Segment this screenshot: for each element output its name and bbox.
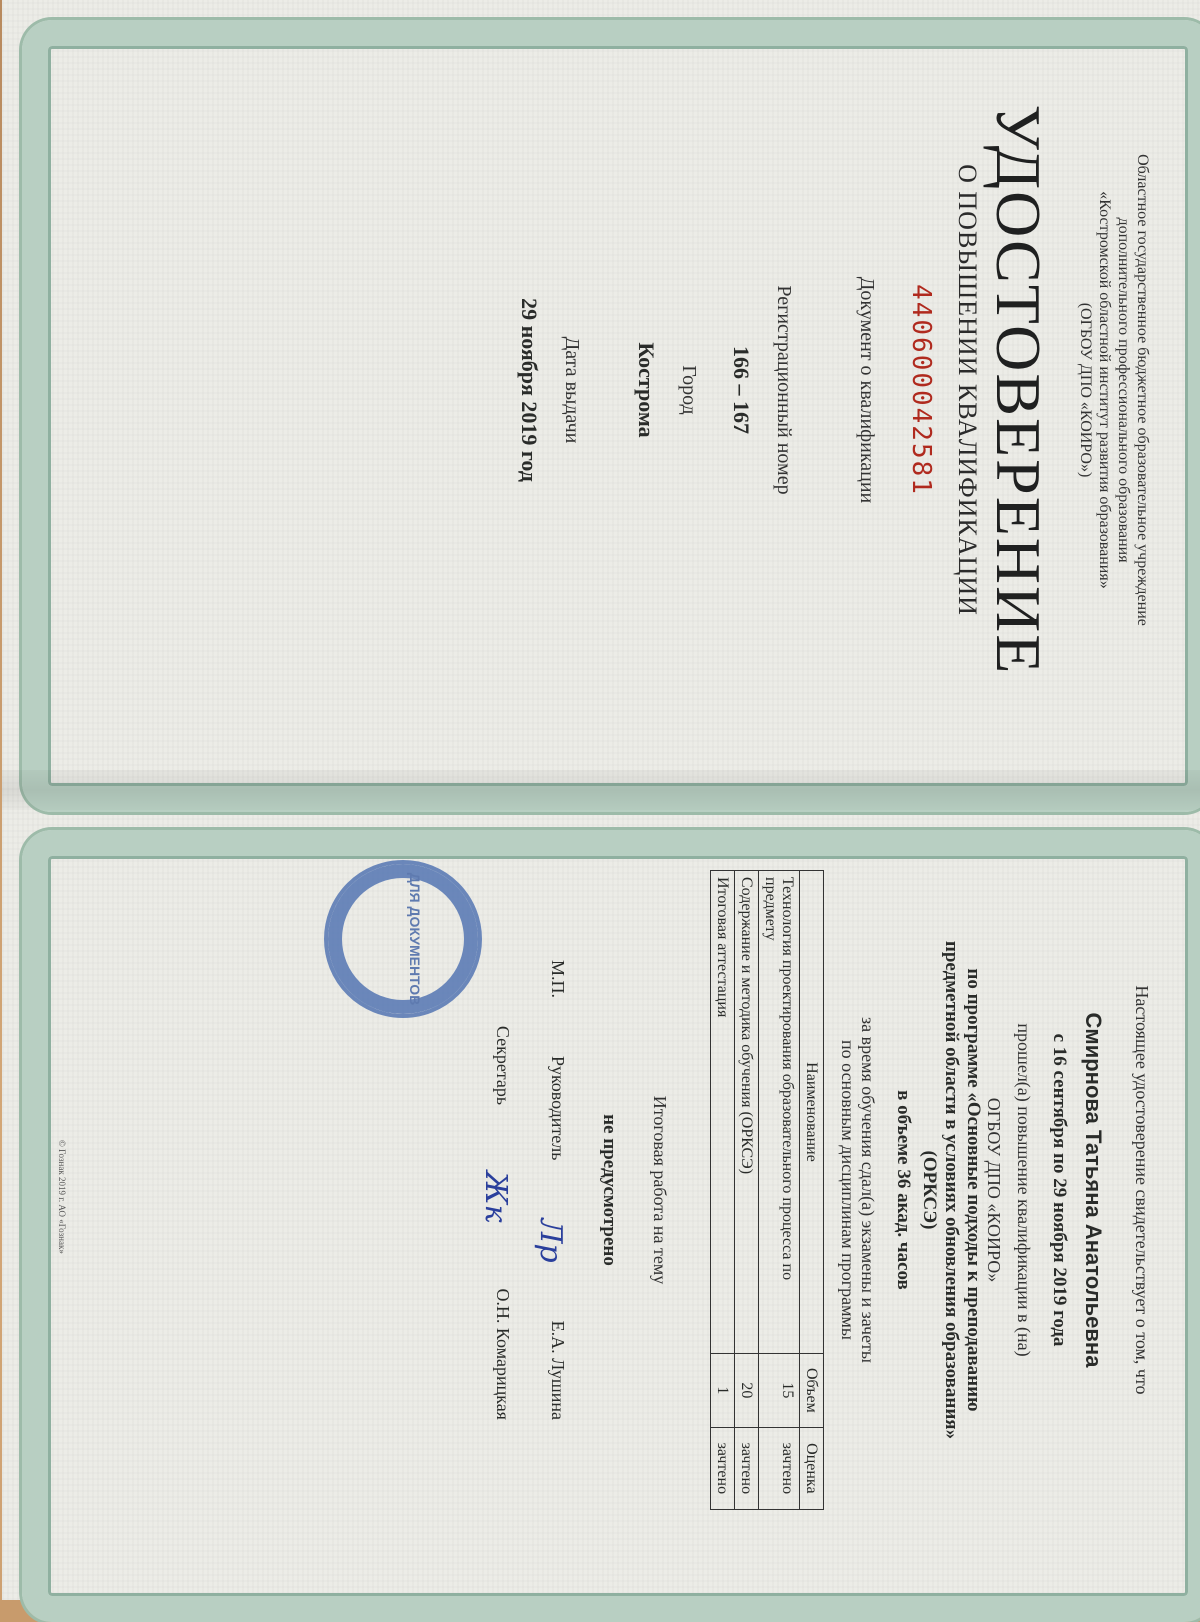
table-cell: Итоговая аттестация (711, 871, 735, 1354)
program-line: (ОРКСЭ) (919, 1150, 940, 1230)
secretary-label: Секретарь (493, 1025, 513, 1106)
table-row (735, 871, 759, 1510)
document-type: Документ о квалификации (856, 276, 878, 504)
table-cell: Содержание и методика обучения (ОРКСЭ) (735, 871, 759, 1354)
secretary-name: О.Н. Комарицкая (493, 1288, 513, 1420)
content-page (42, 810, 1152, 1570)
document-title: УДОСТОВЕРЕНИЕ (983, 104, 1054, 676)
program-line: по программе «Основные подходы к преподаванию (963, 968, 984, 1412)
reg-number-label: Регистрационный номер (773, 285, 795, 495)
study-period: с 16 сентября по 29 ноября 2019 года (1049, 1033, 1070, 1347)
head-name: Е.А. Лушина (548, 1320, 568, 1420)
intro-text: Настоящее удостоверение свидетельствует о том, что (1132, 985, 1152, 1395)
study-volume: в объеме 36 акад. часов (893, 1090, 914, 1290)
issuing-organization (1076, 110, 1152, 670)
page-fold (2, 770, 1200, 810)
city-label: Город (678, 365, 700, 415)
table-header-row (800, 871, 824, 1510)
head-signature-row (533, 960, 568, 1420)
exams-line: по основным дисциплинам программы (838, 1039, 858, 1340)
head-signature: Лр (533, 1218, 568, 1263)
table-cell: 20 (735, 1354, 759, 1428)
reg-number-value: 166 – 167 (729, 346, 754, 434)
org-line: (ОГБОУ ДПО «КОИРО») (1077, 302, 1094, 478)
org-short: ОГБОУ ДПО «КОИРО» (984, 1097, 1004, 1283)
serial-number: 440600042581 (906, 284, 936, 496)
org-line: «Костромской областной институт развития образования» (1096, 191, 1113, 589)
grades-table (710, 870, 824, 1510)
passed-text: прошел(а) повышение квалификации в (на) (1014, 1023, 1034, 1357)
secretary-signature-row (478, 960, 513, 1420)
issue-date-value: 29 ноября 2019 год (517, 298, 542, 482)
issue-date-label: Дата выдачи (561, 336, 583, 444)
final-work-value: не предусмотрено (599, 1114, 620, 1266)
table-row (711, 871, 735, 1510)
mp-label: М.П. (548, 960, 568, 999)
column-header: Оценка (800, 1427, 824, 1509)
table-row (759, 871, 800, 1510)
city-value: Кострома (634, 342, 659, 438)
column-header: Объем (800, 1354, 824, 1428)
program-title (918, 810, 984, 1570)
exams-text (838, 810, 878, 1570)
stamp-text: ДЛЯ ДОКУМЕНТОВ (407, 872, 423, 1006)
title-page (52, 30, 1152, 750)
person-name: Смирнова Татьяна Анатольевна (1081, 1012, 1106, 1368)
org-line: дополнительного профессионального образования (1115, 217, 1132, 563)
table-cell: зачтено (735, 1427, 759, 1509)
certificate-document (2, 0, 1200, 1600)
table-cell: зачтено (759, 1427, 800, 1509)
print-imprint: © Гознак 2019 г. АО «Гознак» (57, 1140, 67, 1254)
table-cell: 15 (759, 1354, 800, 1428)
column-header: Наименование (800, 871, 824, 1354)
table-cell: Технология проектирования образовательного процесса по предмету (759, 871, 800, 1354)
exams-line: за время обучения сдал(а) экзамены и зачеты (858, 1016, 878, 1364)
table-cell: 1 (711, 1354, 735, 1428)
organization-stamp (324, 860, 482, 1018)
secretary-signature: Жк (478, 1170, 513, 1223)
org-line: Областное государственное бюджетное образовательное учреждение (1134, 154, 1151, 626)
program-line: предметной области в условиях обновления образования» (941, 940, 962, 1440)
table-cell: зачтено (711, 1427, 735, 1509)
head-label: Руководитель (548, 1055, 568, 1161)
final-work-label: Итоговая работа на тему (650, 1095, 670, 1285)
document-subtitle: О ПОВЫШЕНИИ КВАЛИФИКАЦИИ (953, 164, 982, 616)
